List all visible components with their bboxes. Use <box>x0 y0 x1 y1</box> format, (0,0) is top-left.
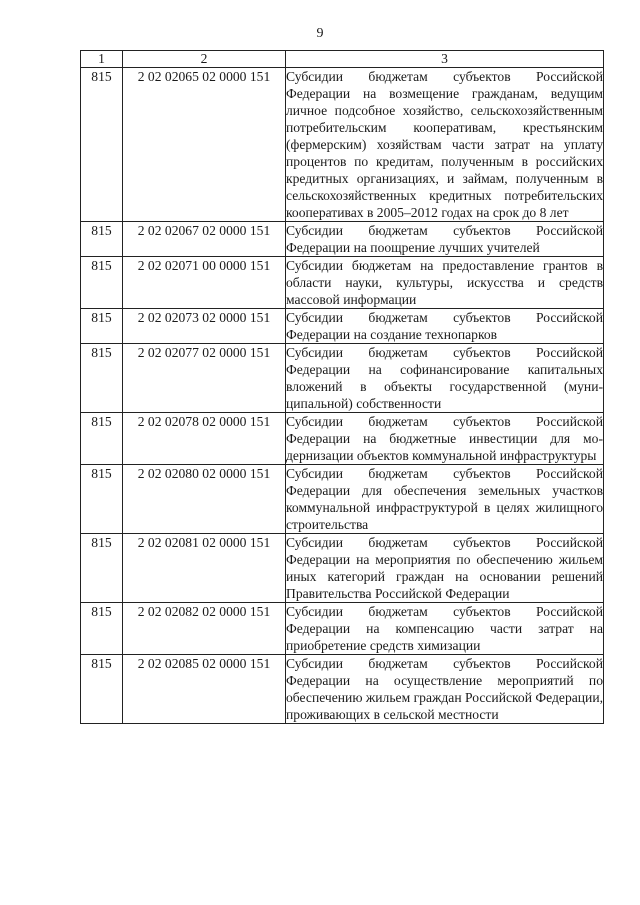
budget-classification-table <box>80 50 604 724</box>
admin-code-cell: 815 <box>81 68 123 222</box>
kbk-code-cell: 2 02 02073 02 0000 151 <box>123 309 286 344</box>
description-cell: Субсидии бюджетам на предоставление грантов в области науки, культуры, искусства и средств массовой информации <box>286 258 603 307</box>
description-cell: Субсидии бюджетам субъектов Российской Федерации на осуществление мероприятий по обеспечению жильем граждан Российской Федерации, проживающих в сельской местности <box>286 656 603 722</box>
admin-code-cell: 815 <box>81 309 123 344</box>
description-cell: Субсидии бюджетам субъектов Российской Федерации на поощрение лучших учителей <box>286 223 603 255</box>
table-row <box>81 655 604 724</box>
column-header-1: 1 <box>81 51 123 68</box>
admin-code-cell: 815 <box>81 465 123 534</box>
admin-code-cell: 815 <box>81 344 123 413</box>
kbk-code-cell: 2 02 02078 02 0000 151 <box>123 413 286 465</box>
table-row <box>81 344 604 413</box>
table-row <box>81 222 604 257</box>
description-cell: Субсидии бюджетам субъектов Российской Федерации для обеспечения земельных участков коммунальной инфраструктурой в целях жилищного строительства <box>286 466 603 532</box>
table-row <box>81 309 604 344</box>
description-cell: Субсидии бюджетам субъектов Российской Федерации на возмещение гражданам, ведущим личное подсобное хозяйство, сельскохозяйственным потребительским кооперативам, крестьянским (фермерским) хозяйствам части затрат на уплату процентов по кредитам, полученным в российских кредитных организациях, и займам, полученным в сельскохозяйственных кредитных потребительских кооперативах в 2005–2012 годах на срок до 8 лет <box>286 69 603 220</box>
admin-code-cell: 815 <box>81 603 123 655</box>
kbk-code-cell: 2 02 02085 02 0000 151 <box>123 655 286 724</box>
description-cell: Субсидии бюджетам субъектов Российской Федерации на софинансирование капитальных вложений в объекты государственной (муниципальной) собственности <box>286 345 603 411</box>
page-number: 9 <box>316 26 324 41</box>
admin-code-cell: 815 <box>81 534 123 603</box>
kbk-code-cell: 2 02 02077 02 0000 151 <box>123 344 286 413</box>
column-header-3: 3 <box>286 51 604 68</box>
kbk-code-cell: 2 02 02065 02 0000 151 <box>123 68 286 222</box>
table-row <box>81 413 604 465</box>
description-cell: Субсидии бюджетам субъектов Российской Федерации на создание технопарков <box>286 310 603 342</box>
admin-code-cell: 815 <box>81 257 123 309</box>
table-row <box>81 257 604 309</box>
admin-code-cell: 815 <box>81 222 123 257</box>
kbk-code-cell: 2 02 02081 02 0000 151 <box>123 534 286 603</box>
table-row <box>81 465 604 534</box>
column-header-2: 2 <box>123 51 286 68</box>
kbk-code-cell: 2 02 02071 00 0000 151 <box>123 257 286 309</box>
kbk-code-cell: 2 02 02067 02 0000 151 <box>123 222 286 257</box>
description-cell: Субсидии бюджетам субъектов Российской Федерации на компенсацию части затрат на приобретение средств химизации <box>286 604 603 653</box>
description-cell: Субсидии бюджетам субъектов Российской Федерации на мероприятия по обеспечению жильем иных категорий граждан на основании решений Правительства Российской Федерации <box>286 535 603 601</box>
table-row <box>81 534 604 603</box>
admin-code-cell: 815 <box>81 655 123 724</box>
description-cell: Субсидии бюджетам субъектов Российской Федерации на бюджетные инвестиции для модернизации объектов коммунальной инфраструктуры <box>286 414 603 463</box>
kbk-code-cell: 2 02 02082 02 0000 151 <box>123 603 286 655</box>
table-row <box>81 603 604 655</box>
table-row <box>81 68 604 222</box>
kbk-code-cell: 2 02 02080 02 0000 151 <box>123 465 286 534</box>
admin-code-cell: 815 <box>81 413 123 465</box>
table-header-row <box>81 51 604 68</box>
